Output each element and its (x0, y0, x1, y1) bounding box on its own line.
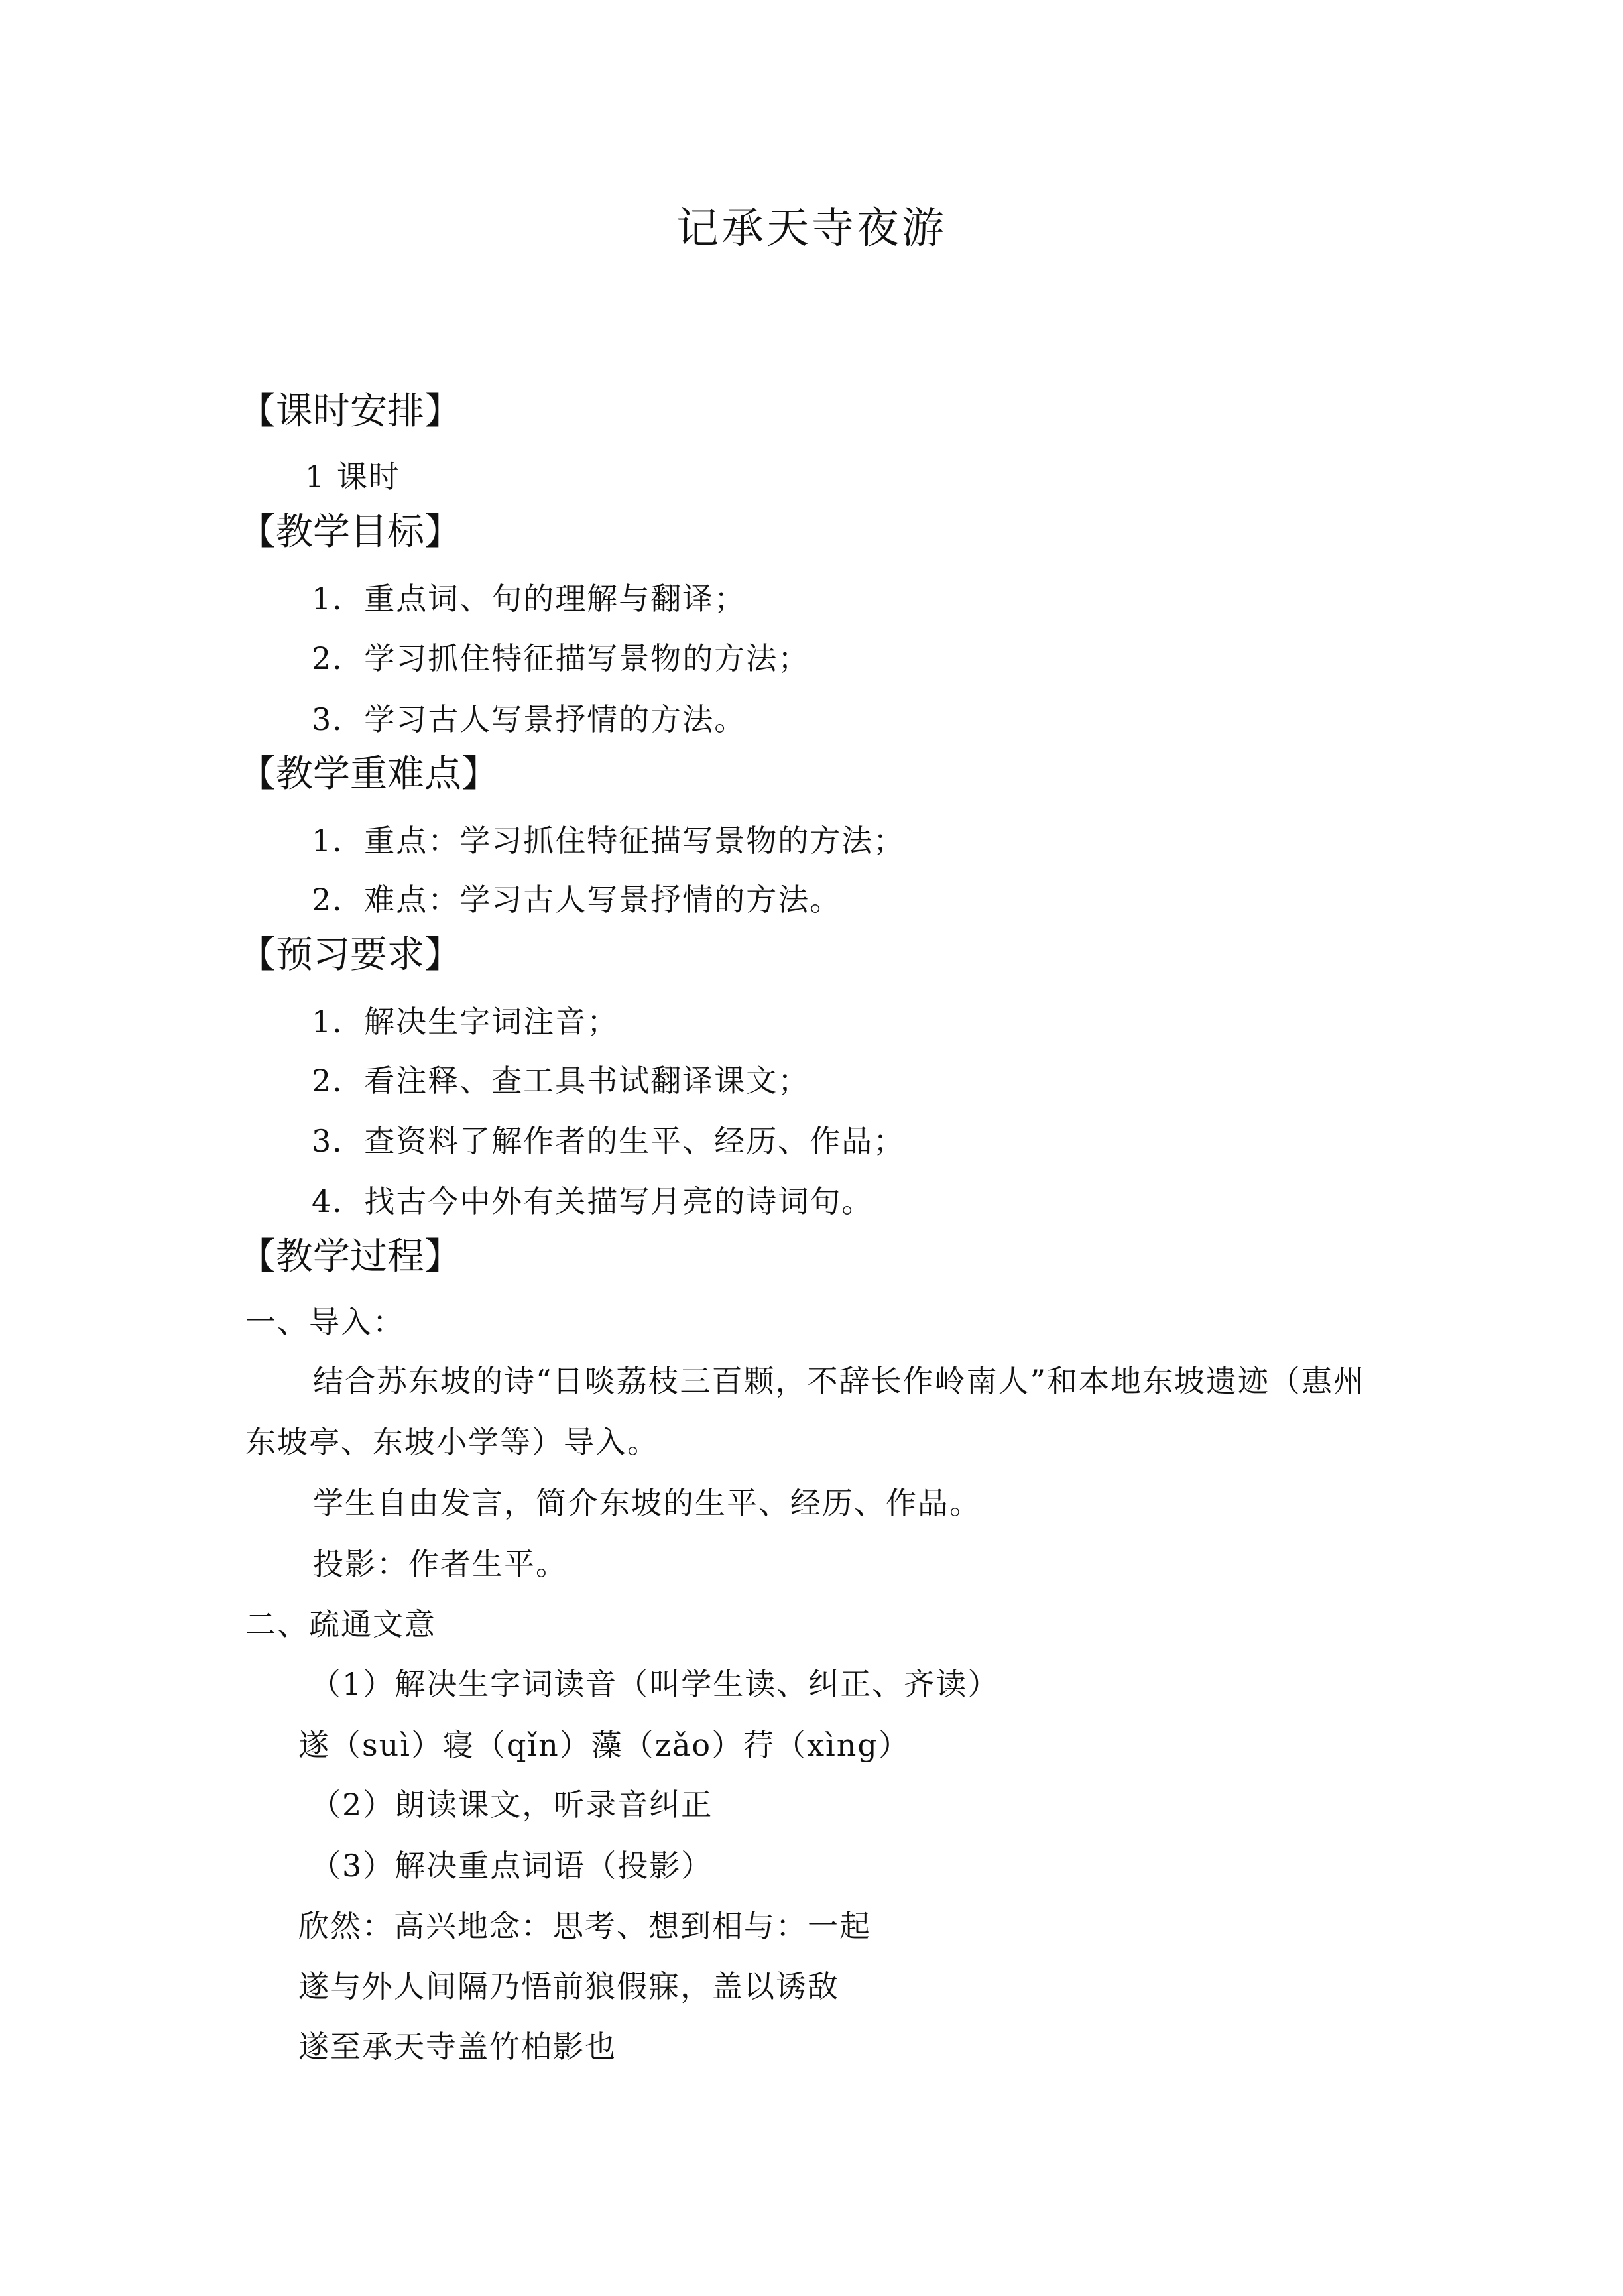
process-part1-line: 投影：作者生平。 (313, 1546, 568, 1582)
process-part1-title: 一、导入： (245, 1304, 404, 1340)
process-part2-line: 遂至承天寺盖竹柏影也 (298, 2029, 617, 2065)
goal-item: 1．重点词、句的理解与翻译； (312, 581, 747, 617)
process-part1-line: 学生自由发言，简介东坡的生平、经历、作品。 (313, 1485, 981, 1521)
process-part2-line: （2）朗读课文，听录音纠正 (310, 1787, 713, 1823)
goal-item: 2．学习抓住特征描写景物的方法； (312, 640, 810, 676)
preview-item: 2．看注释、查工具书试翻译课文； (312, 1063, 810, 1099)
section-heading-goals: 【教学目标】 (239, 511, 461, 554)
section-heading-key-points: 【教学重难点】 (239, 753, 499, 796)
key-point-item: 1．重点：学习抓住特征描写景物的方法； (312, 823, 906, 859)
process-part2-line: （1）解决生字词读音（叫学生读、纠正、齐读） (310, 1666, 1000, 1702)
process-part2-line: 遂与外人间隔乃悟前狼假寐，盖以诱敌 (298, 1968, 839, 2004)
page-title: 记承天寺夜游 (676, 204, 947, 253)
process-part1-paragraph: 结合苏东坡的诗“日啖荔枝三百颗，不辞长作岭南人”和本地东坡遗迹（惠州东坡亭、东坡小学等）导入。 (245, 1363, 1366, 1460)
preview-item: 1．解决生字词注音； (312, 1004, 619, 1040)
process-part2-line: （3）解决重点词语（投影） (310, 1848, 713, 1884)
key-point-item: 2．难点：学习古人写景抒情的方法。 (312, 882, 842, 918)
process-part2-line: 遂（suì）寝（qǐn）藻（zǎo）荇（xìng） (298, 1727, 910, 1763)
schedule-item: 1 课时 (305, 459, 400, 495)
preview-item: 3．查资料了解作者的生平、经历、作品； (312, 1123, 906, 1159)
goal-item: 3．学习古人写景抒情的方法。 (312, 701, 747, 737)
section-heading-schedule: 【课时安排】 (239, 390, 461, 433)
section-heading-process: 【教学过程】 (239, 1235, 461, 1278)
process-part2-title: 二、疏通文意 (245, 1606, 436, 1642)
preview-item: 4．找古今中外有关描写月亮的诗词句。 (312, 1183, 874, 1219)
section-heading-preview: 【预习要求】 (239, 934, 461, 977)
process-part2-line: 欣然：高兴地念：思考、想到相与：一起 (298, 1908, 871, 1944)
